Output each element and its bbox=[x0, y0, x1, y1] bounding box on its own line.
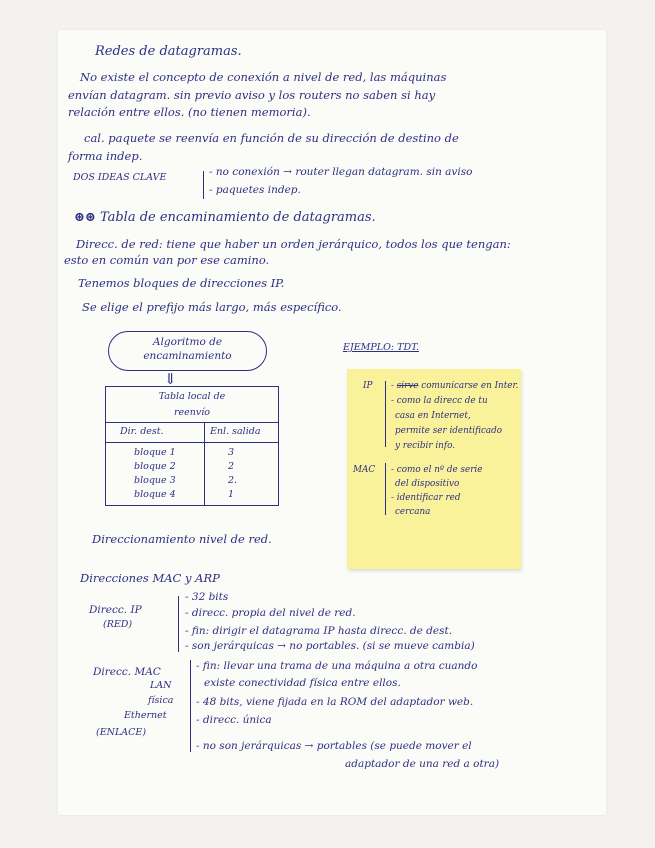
brace bbox=[385, 381, 386, 447]
paragraph-line: envían datagram. sin previo aviso y los routers no saben si hay bbox=[68, 88, 436, 102]
page-title: Redes de datagramas. bbox=[95, 44, 242, 59]
sticky-line: - como la direcc de tu bbox=[391, 396, 488, 406]
mac-block-label: Ethernet bbox=[124, 710, 167, 721]
sticky-line-text: comunicarse en Inter. bbox=[421, 381, 519, 391]
table-title-line: Tabla local de bbox=[158, 391, 226, 402]
paragraph-line: relación entre ellos. (no tienen memoria). bbox=[68, 105, 311, 119]
sticky-line: - sirve comunicarse en Inter. bbox=[391, 381, 519, 391]
algorithm-bubble bbox=[108, 331, 267, 371]
table-cell: 2. bbox=[228, 475, 238, 486]
struck-word: sirve bbox=[396, 381, 419, 391]
sticky-line: del dispositivo bbox=[395, 479, 460, 489]
ideas-item: - no conexión → router llegan datagram. sin aviso bbox=[209, 166, 473, 178]
direccionamiento-label: Direccionamiento nivel de red. bbox=[92, 532, 272, 546]
sticky-note bbox=[347, 369, 521, 569]
bubble-line: encaminamiento bbox=[143, 350, 232, 362]
sticky-line: y recibir info. bbox=[395, 441, 456, 451]
column-header: Enl. salida bbox=[210, 426, 261, 437]
sticky-line: permite ser identificado bbox=[395, 426, 503, 436]
mac-block-label: (ENLACE) bbox=[96, 727, 147, 738]
sticky-line: casa en Internet, bbox=[395, 411, 471, 421]
table-cell: bloque 4 bbox=[134, 489, 176, 500]
table-cell: 1 bbox=[228, 489, 235, 500]
routing-table bbox=[105, 386, 279, 506]
paragraph-line: Tenemos bloques de direcciones IP. bbox=[78, 276, 285, 290]
table-title bbox=[106, 387, 278, 423]
brace bbox=[190, 660, 191, 752]
mac-block-label: física bbox=[148, 695, 174, 706]
paragraph-line: cal. paquete se reenvía en función de su dirección de destino de bbox=[84, 131, 459, 145]
sticky-line: - como el nº de serie bbox=[391, 465, 483, 475]
mac-item: existe conectividad física entre ellos. bbox=[204, 677, 401, 689]
sticky-ip-label: IP bbox=[363, 381, 373, 391]
ip-item: - direcc. propia del nivel de red. bbox=[185, 607, 356, 619]
column-divider bbox=[204, 422, 205, 505]
ip-item: - 32 bits bbox=[185, 591, 229, 603]
example-label: EJEMPLO: TDT. bbox=[343, 342, 420, 353]
brace bbox=[385, 463, 386, 515]
table-cell: bloque 2 bbox=[134, 461, 176, 472]
mac-item: - direcc. única bbox=[196, 714, 272, 726]
ideas-item: - paquetes indep. bbox=[209, 184, 301, 196]
section-title-text: Tabla de encaminamiento de datagramas. bbox=[99, 210, 376, 225]
paragraph-line: No existe el concepto de conexión a nivel de red, las máquinas bbox=[80, 70, 447, 84]
mac-block-label: Direcc. MAC bbox=[93, 666, 161, 678]
column-header: Dir. dest. bbox=[120, 426, 164, 437]
table-cell: 2 bbox=[228, 461, 235, 472]
sticky-line: cercana bbox=[395, 507, 431, 517]
table-title-line: reenvío bbox=[173, 407, 211, 418]
brace bbox=[203, 171, 204, 199]
mac-block-label: LAN bbox=[150, 680, 172, 691]
table-cell: bloque 3 bbox=[134, 475, 176, 486]
table-cell: 3 bbox=[228, 447, 235, 458]
ip-block-label: Direcc. IP bbox=[89, 604, 142, 616]
mac-item: - 48 bits, viene fijada en la ROM del adaptador web. bbox=[196, 696, 474, 708]
ideas-label: DOS IDEAS CLAVE bbox=[73, 172, 167, 183]
paragraph-line: Direcc. de red: tiene que haber un orden jerárquico, todos los que tengan: bbox=[76, 237, 511, 251]
section-title: Direcciones MAC y ARP bbox=[80, 571, 220, 585]
sticky-line: - identificar red bbox=[391, 493, 461, 503]
paragraph-line: forma indep. bbox=[68, 149, 143, 163]
sticky-mac-label: MAC bbox=[353, 465, 376, 475]
ip-item: - son jerárquicas → no portables. (si se mueve cambia) bbox=[185, 640, 475, 652]
section-title bbox=[74, 210, 376, 225]
table-cell: bloque 1 bbox=[134, 447, 176, 458]
mac-item: adaptador de una red a otra) bbox=[345, 758, 500, 770]
ip-item: - fin: dirigir el datagrama IP hasta direcc. de dest. bbox=[185, 625, 453, 637]
bubble-line: Algoritmo de bbox=[152, 336, 223, 348]
ip-block-label: (RED) bbox=[103, 619, 133, 630]
paragraph-line: esto en común van por ese camino. bbox=[64, 253, 270, 267]
mac-item: - fin: llevar una trama de una máquina a otra cuando bbox=[196, 660, 478, 672]
down-arrow-icon: ⇓ bbox=[164, 370, 177, 388]
bullet-mark: ⊛⊛ bbox=[74, 210, 96, 225]
brace bbox=[178, 596, 179, 652]
mac-item: - no son jerárquicas → portables (se puede mover el bbox=[196, 740, 472, 752]
paragraph-line: Se elige el prefijo más largo, más específico. bbox=[82, 300, 342, 314]
